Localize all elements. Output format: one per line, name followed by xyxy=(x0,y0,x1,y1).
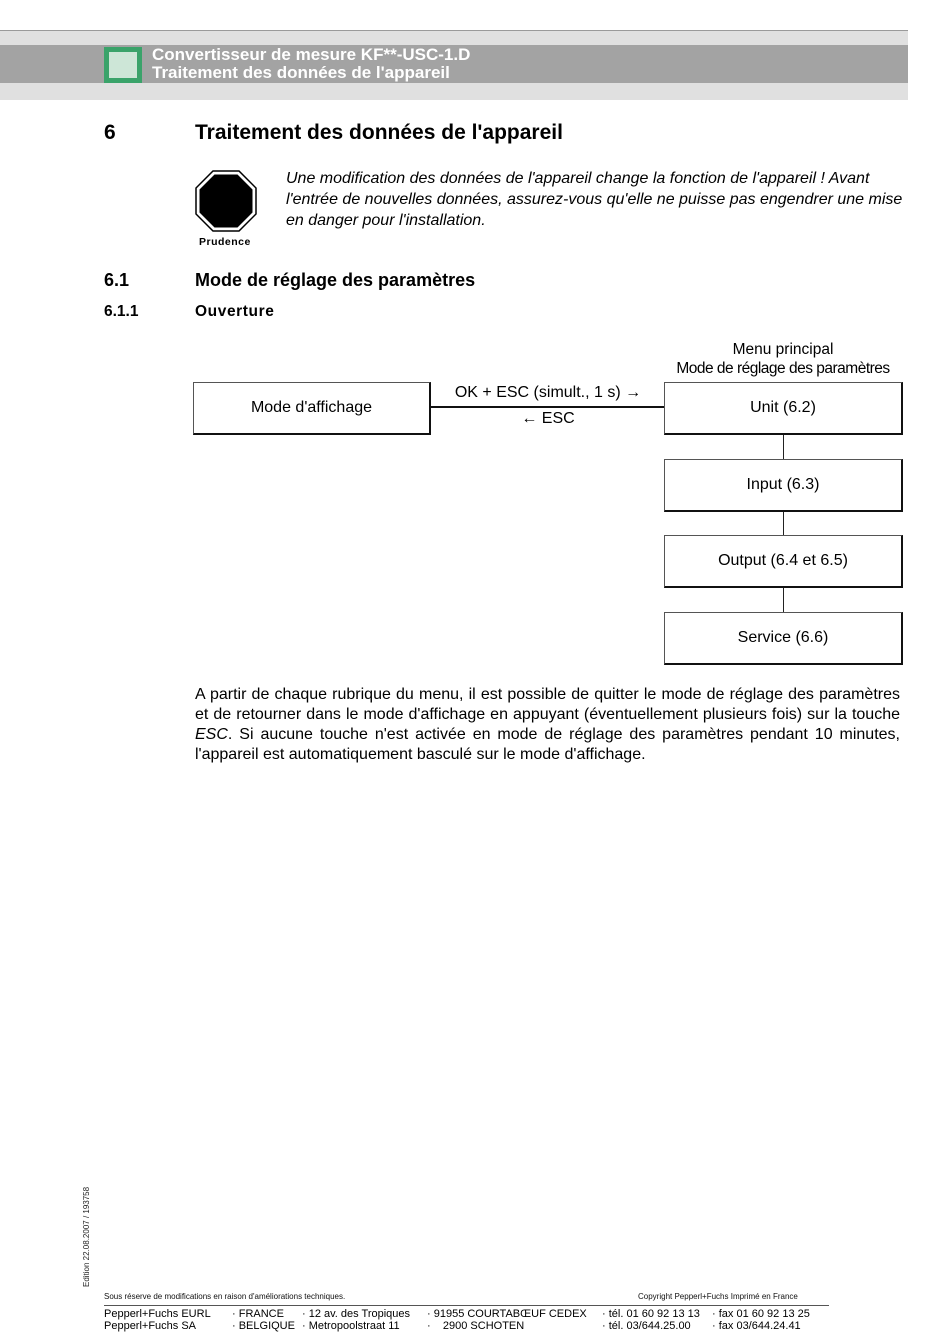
footer-country: · FRANCE xyxy=(232,1308,284,1320)
body-text-key: ESC xyxy=(195,726,228,743)
footer-address-row xyxy=(104,1308,810,1320)
body-paragraph xyxy=(195,685,900,765)
footer-rule xyxy=(104,1305,829,1306)
header-top-strip xyxy=(0,31,908,45)
menu-item-label: Service (6.6) xyxy=(737,629,829,646)
display-mode-box xyxy=(193,382,431,435)
menu-connector xyxy=(783,588,784,612)
footer-addresses xyxy=(104,1308,810,1332)
footer-tel: · tél. 03/644.25.00 xyxy=(602,1320,691,1332)
footer-company: Pepperl+Fuchs EURL xyxy=(104,1308,211,1320)
menu-item-label: Output (6.4 et 6.5) xyxy=(718,552,848,569)
menu-item-service xyxy=(664,612,903,665)
caution-label: Prudence xyxy=(199,236,251,248)
footer-street: · 12 av. des Tropiques xyxy=(302,1308,411,1320)
body-text-before: A partir de chaque rubrique du menu, il est possible de quitter le mode de réglage des paramètres et de retourner dans le mode d'affichage en appuyant (éventuellement plusieurs fois) sur la touche xyxy=(195,686,900,723)
menu-title xyxy=(664,340,902,378)
header-title-line2: Traitement des données de l'appareil xyxy=(152,63,450,82)
caution-text: Une modification des données de l'appareil change la fonction de l'appareil ! Avant l'entrée de nouvelles données, assurez-vous qu'elle ne puisse pas engendrer une mise en danger pour l'installation. xyxy=(286,170,903,229)
menu-item-label: Input (6.3) xyxy=(746,476,820,493)
subsubsection-title: Ouverture xyxy=(195,303,275,320)
footer-note: Sous réserve de modifications en raison d'améliorations techniques. xyxy=(104,1292,346,1301)
body-text-after: . Si aucune touche n'est activée en mode de réglage des paramètres pendant 10 minutes, l'appareil est automatiquement basculé sur le mode d'affichage. xyxy=(195,726,900,763)
header-logo-inner xyxy=(109,52,137,78)
footer-copyright: Copyright Pepperl+Fuchs Imprimé en France xyxy=(638,1292,798,1301)
arrow-connector xyxy=(431,406,665,408)
arrow-back-label: ← ESC xyxy=(521,410,575,427)
subsection-title: Mode de réglage des paramètres xyxy=(195,270,476,290)
subsubsection-number: 6.1.1 xyxy=(104,303,139,320)
footer-street: · Metropoolstraat 11 xyxy=(302,1320,400,1332)
menu-title-line1: Menu principal xyxy=(732,341,834,358)
header-bottom-strip xyxy=(0,83,908,100)
footer-country: · BELGIQUE xyxy=(232,1320,295,1332)
footer-company: Pepperl+Fuchs SA xyxy=(104,1320,197,1332)
edition-note: Edition 22.08.2007 / 193758 xyxy=(82,1186,91,1287)
menu-item-output xyxy=(664,535,903,588)
menu-title-line2: Mode de réglage des paramètres xyxy=(676,360,890,377)
arrow-forward-label: OK + ESC (simult., 1 s) → xyxy=(454,384,642,401)
footer-city: · 91955 COURTABŒUF CEDEX xyxy=(427,1308,587,1320)
subsection-number: 6.1 xyxy=(104,270,130,290)
menu-item-input xyxy=(664,459,903,512)
menu-connector xyxy=(783,512,784,535)
menu-item-label: Unit (6.2) xyxy=(750,399,816,416)
header-title xyxy=(152,46,470,82)
section-title: Traitement des données de l'appareil xyxy=(195,121,563,144)
footer-tel: · tél. 01 60 92 13 13 xyxy=(602,1308,700,1320)
footer-fax: · fax 01 60 92 13 25 xyxy=(712,1308,810,1320)
header-title-line1: Convertisseur de mesure KF**-USC-1.D xyxy=(152,45,471,64)
section-number: 6 xyxy=(104,121,116,144)
stop-octagon-icon xyxy=(195,170,257,232)
footer-fax: · fax 03/644.24.41 xyxy=(712,1320,801,1332)
footer-city: · 2900 SCHOTEN xyxy=(427,1320,525,1332)
menu-item-unit xyxy=(664,382,903,435)
footer-address-row xyxy=(104,1320,810,1332)
display-mode-label: Mode d'affichage xyxy=(250,399,373,416)
menu-connector xyxy=(783,435,784,459)
